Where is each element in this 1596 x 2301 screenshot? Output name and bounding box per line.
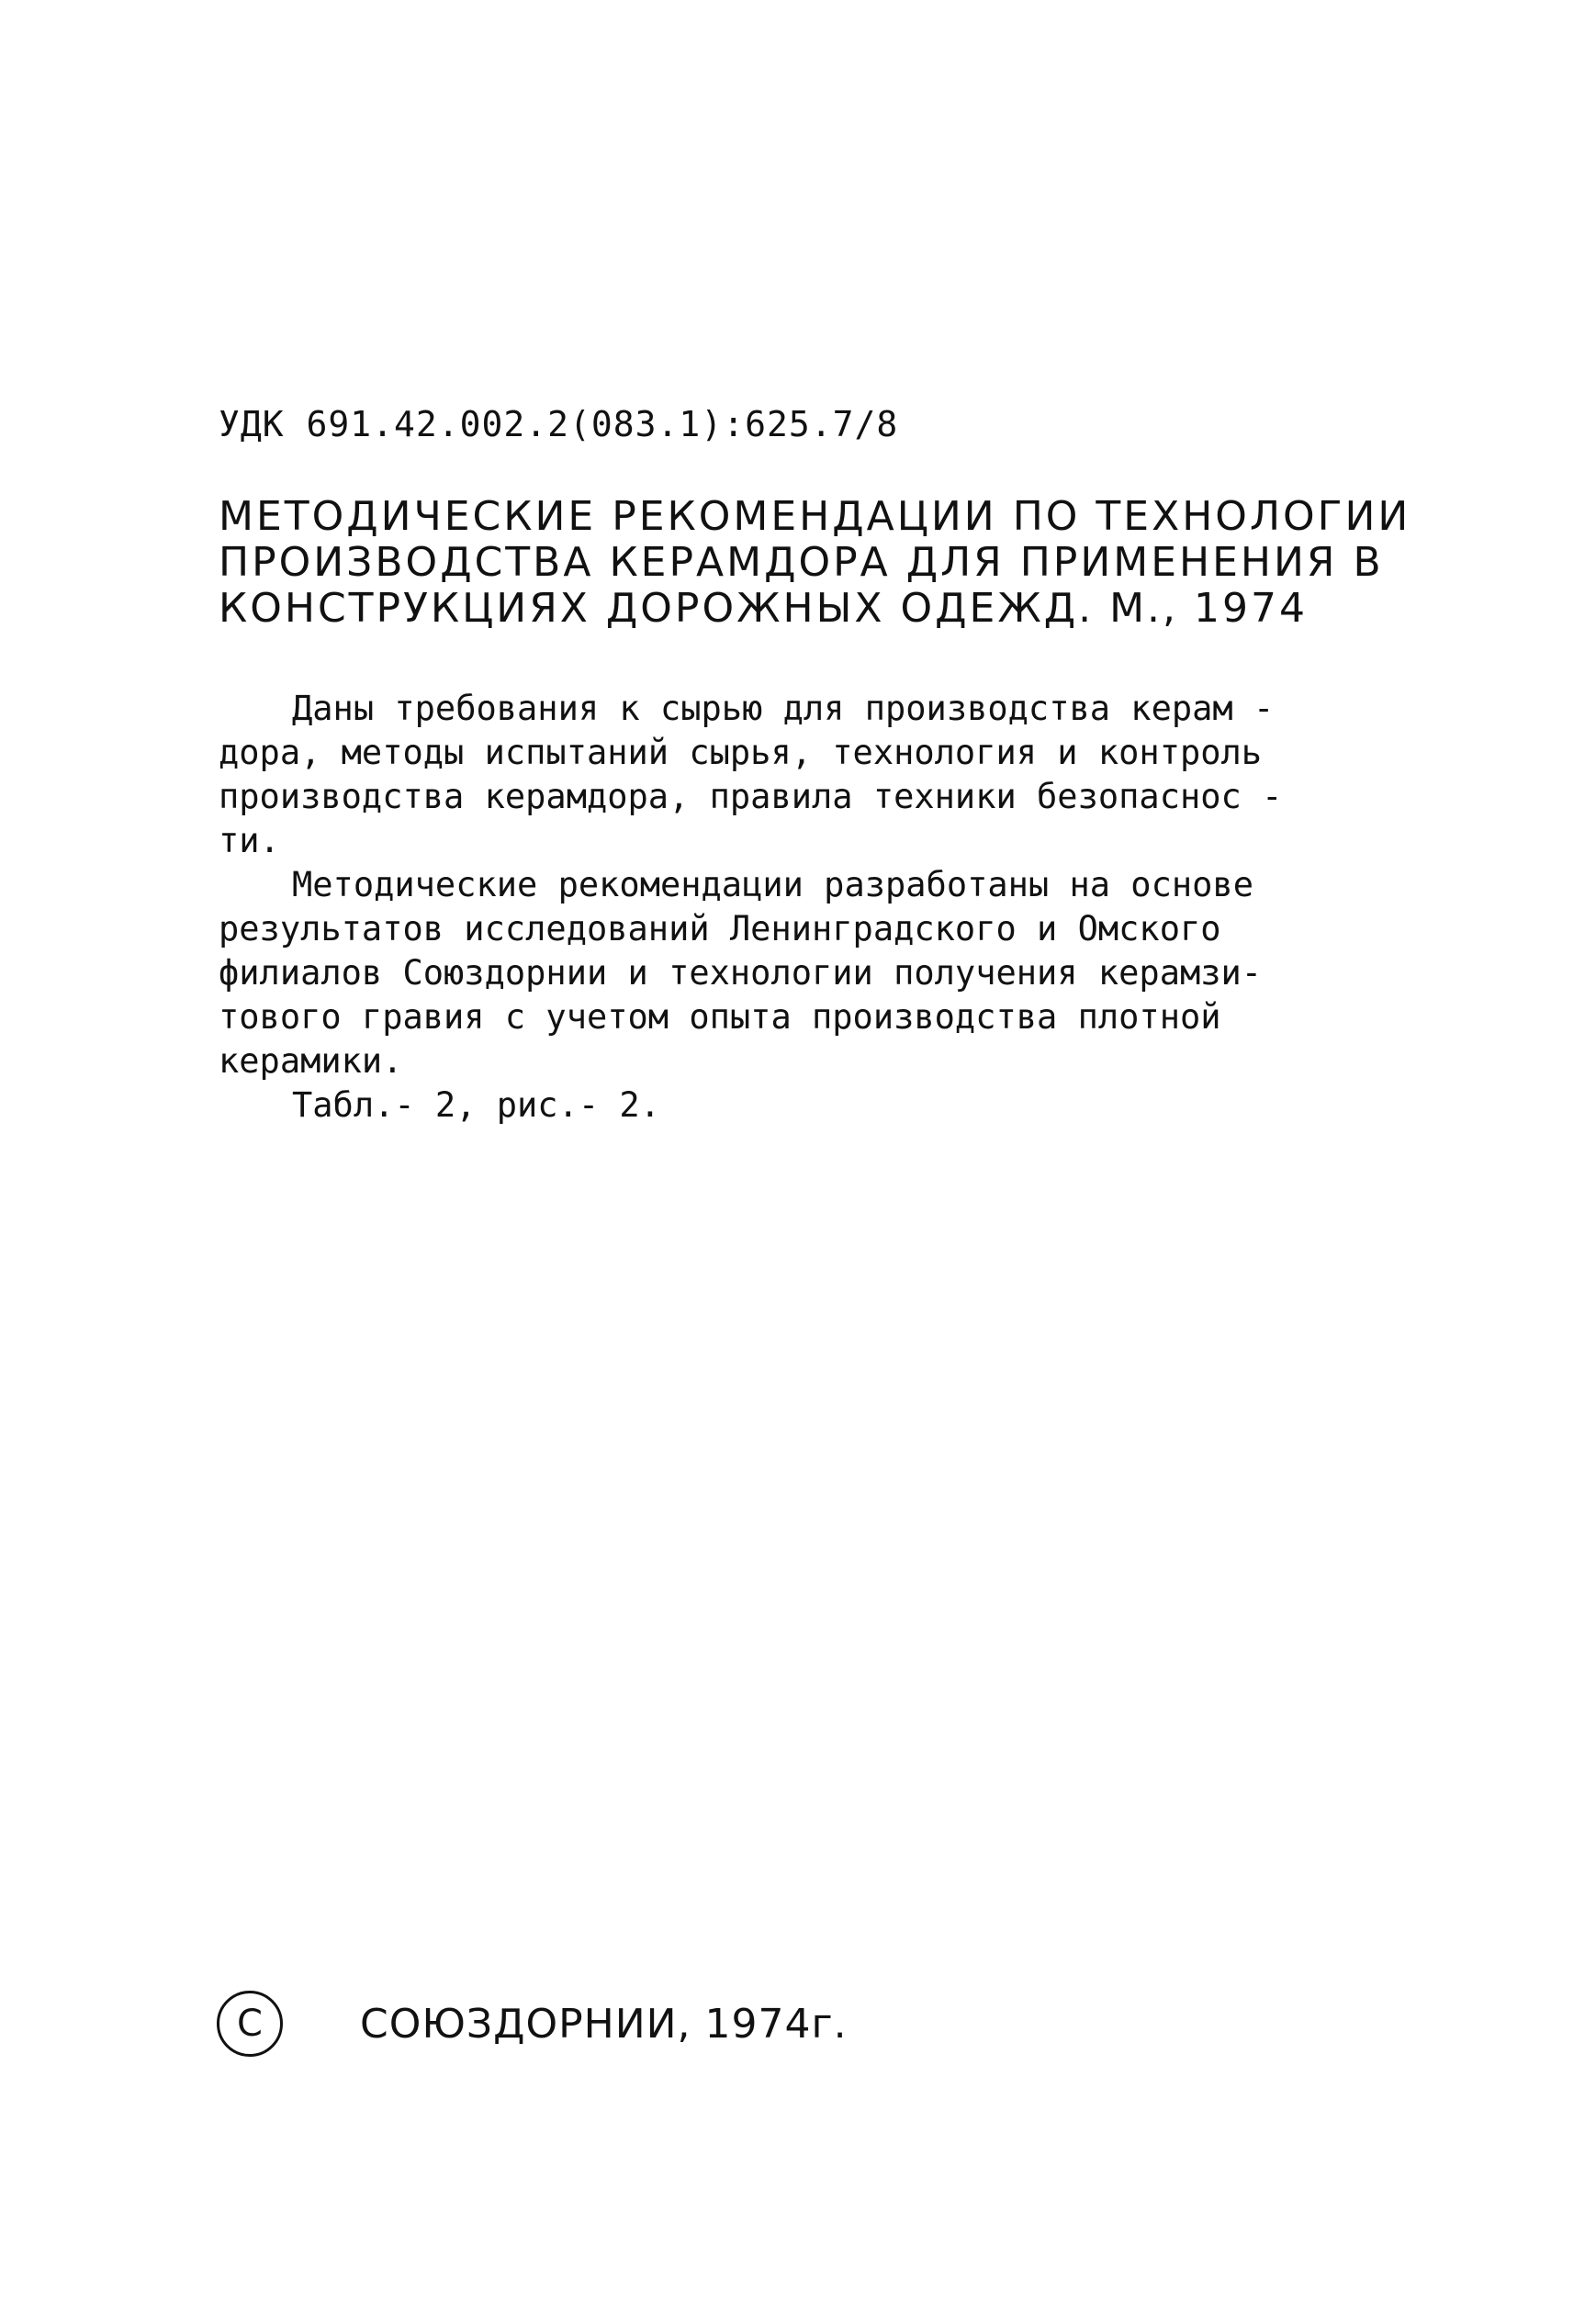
copyright-notice bbox=[217, 1989, 848, 2059]
title-line-1: МЕТОДИЧЕСКИЕ РЕКОМЕНДАЦИИ ПО ТЕХНОЛОГИИ bbox=[219, 493, 1411, 540]
abstract-line: керамики. bbox=[219, 1041, 403, 1081]
title-line-3: КОНСТРУКЦИЯХ ДОРОЖНЫХ ОДЕЖД. М., 1974 bbox=[219, 585, 1308, 632]
abstract-line: Методические рекомендации разработаны на основе bbox=[292, 865, 1253, 904]
abstract-line: филиалов Союздорнии и технологии получения керамзи- bbox=[219, 953, 1263, 993]
abstract-line: дора, методы испытаний сырья, технология и контроль bbox=[219, 733, 1263, 772]
udc-code: УДК 691.42.002.2(083.1):625.7/8 bbox=[219, 404, 899, 444]
copyright-symbol: C bbox=[237, 2003, 263, 2045]
abstract-line: производства керамдора, правила техники безопаснос - bbox=[219, 777, 1283, 816]
abstract-line: тового гравия с учетом опыта производства плотной bbox=[219, 997, 1221, 1037]
abstract-line: Табл.- 2, рис.- 2. bbox=[292, 1085, 660, 1125]
copyright-text: СОЮЗДОРНИИ, 1974г. bbox=[360, 2000, 848, 2048]
abstract-line: результатов исследований Ленинградского и Омского bbox=[219, 909, 1221, 948]
copyright-icon bbox=[217, 1991, 283, 2057]
title-line-2: ПРОИЗВОДСТВА КЕРАМДОРА ДЛЯ ПРИМЕНЕНИЯ В bbox=[219, 539, 1384, 586]
abstract-line: ти. bbox=[219, 821, 280, 860]
abstract bbox=[219, 687, 1412, 1128]
abstract-line: Даны требования к сырью для производства керам - bbox=[292, 689, 1275, 728]
document-title bbox=[219, 494, 1412, 632]
